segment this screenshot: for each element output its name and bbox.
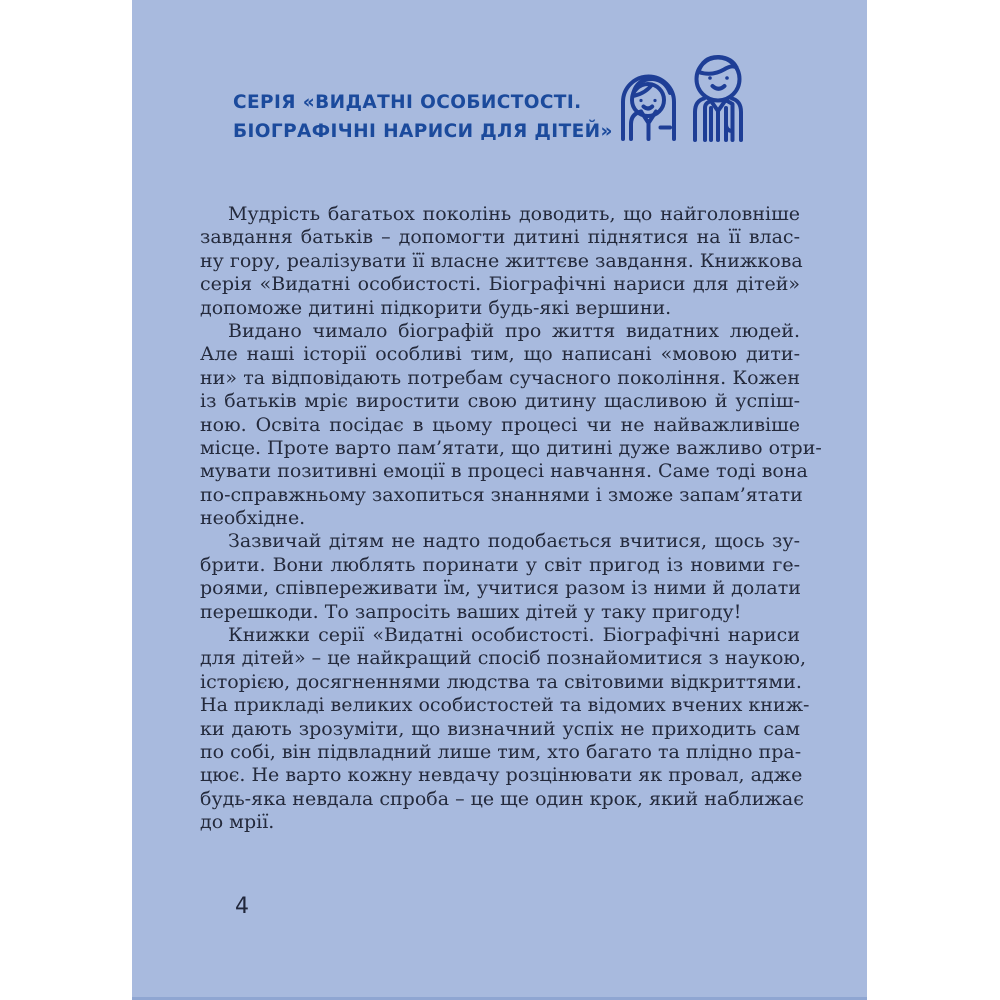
text-line: серія «Видатні особистості. Біографічні нариси для дітей» — [200, 273, 800, 296]
paragraph-1 — [200, 203, 803, 320]
text-line: допоможе дитині підкорити будь-які вершини. — [200, 296, 672, 319]
text-line: Книжки серії «Видатні особистості. Біографічні нариси — [228, 624, 800, 647]
text-line: історією, досягненнями людства та світовими відкриттями. — [200, 670, 802, 693]
text-line: ну гору, реалізувати її власне життєве завдання. Книжкова — [200, 249, 803, 272]
text-line: мувати позитивні емоції в процесі навчання. Саме тоді вона — [200, 460, 808, 483]
girl-figure — [623, 77, 674, 140]
text-line: із батьків мріє виростити свою дитину щасливою й успіш- — [200, 390, 800, 413]
boy-figure — [695, 57, 741, 140]
text-line: брити. Вони люблять поринати у світ пригод із новими ге- — [200, 553, 800, 576]
two-children-icon — [615, 48, 750, 142]
series-title-line-1: СЕРІЯ «ВИДАТНІ ОСОБИСТОСТІ. — [233, 92, 582, 113]
text-line: до мрії. — [200, 811, 275, 834]
text-line: перешкоди. То запросіть ваших дітей у таку пригоду! — [200, 600, 742, 623]
series-title-line-2: БІОГРАФІЧНІ НАРИСИ ДЛЯ ДІТЕЙ» — [233, 121, 613, 142]
text-line: роями, співпереживати їм, учитися разом із ними й долати — [200, 577, 801, 600]
text-line: Але наші історії особливі тим, що написані «мовою дити- — [200, 343, 800, 366]
book-page — [132, 0, 867, 1000]
text-line: ною. Освіта посідає в цьому процесі чи не найважливіше — [200, 413, 800, 436]
body-text — [200, 203, 822, 835]
text-line: Мудрість багатьох поколінь доводить, що найголовніше — [228, 203, 800, 225]
paragraph-4 — [200, 624, 810, 835]
paragraph-3 — [200, 530, 800, 624]
text-line: ни» та відповідають потребам сучасного покоління. Кожен — [200, 366, 800, 389]
text-line: цює. Не варто кожну невдачу розцінювати як провал, адже — [200, 764, 803, 787]
text-line: Видано чимало біографій про життя видатних людей. — [228, 319, 800, 342]
text-line: ки дають зрозуміти, що визначний успіх не приходить сам — [200, 717, 800, 740]
text-line: по собі, він підвладний лише тим, хто багато та плідно пра- — [200, 740, 802, 763]
paragraph-2 — [200, 319, 822, 531]
text-line: Зазвичай дітям не надто подобається вчитися, щось зу- — [228, 530, 800, 553]
text-line: будь-яка невдала спроба – це ще один крок, який наближає — [200, 787, 804, 810]
text-line: завдання батьків – допомогти дитині піднятися на її влас- — [200, 226, 800, 249]
series-title — [233, 88, 613, 146]
text-line: На прикладі великих особистостей та відомих вчених книж- — [200, 694, 810, 717]
text-line: місце. Проте варто пам’ятати, що дитині дуже важливо отри- — [200, 436, 822, 459]
page-number: 4 — [235, 894, 249, 919]
text-line: для дітей» – це найкращий спосіб познайомитися з наукою, — [200, 647, 806, 670]
text-line: необхідне. — [200, 507, 306, 530]
text-line: по-справжньому захопиться знаннями і зможе запам’ятати — [200, 483, 803, 506]
